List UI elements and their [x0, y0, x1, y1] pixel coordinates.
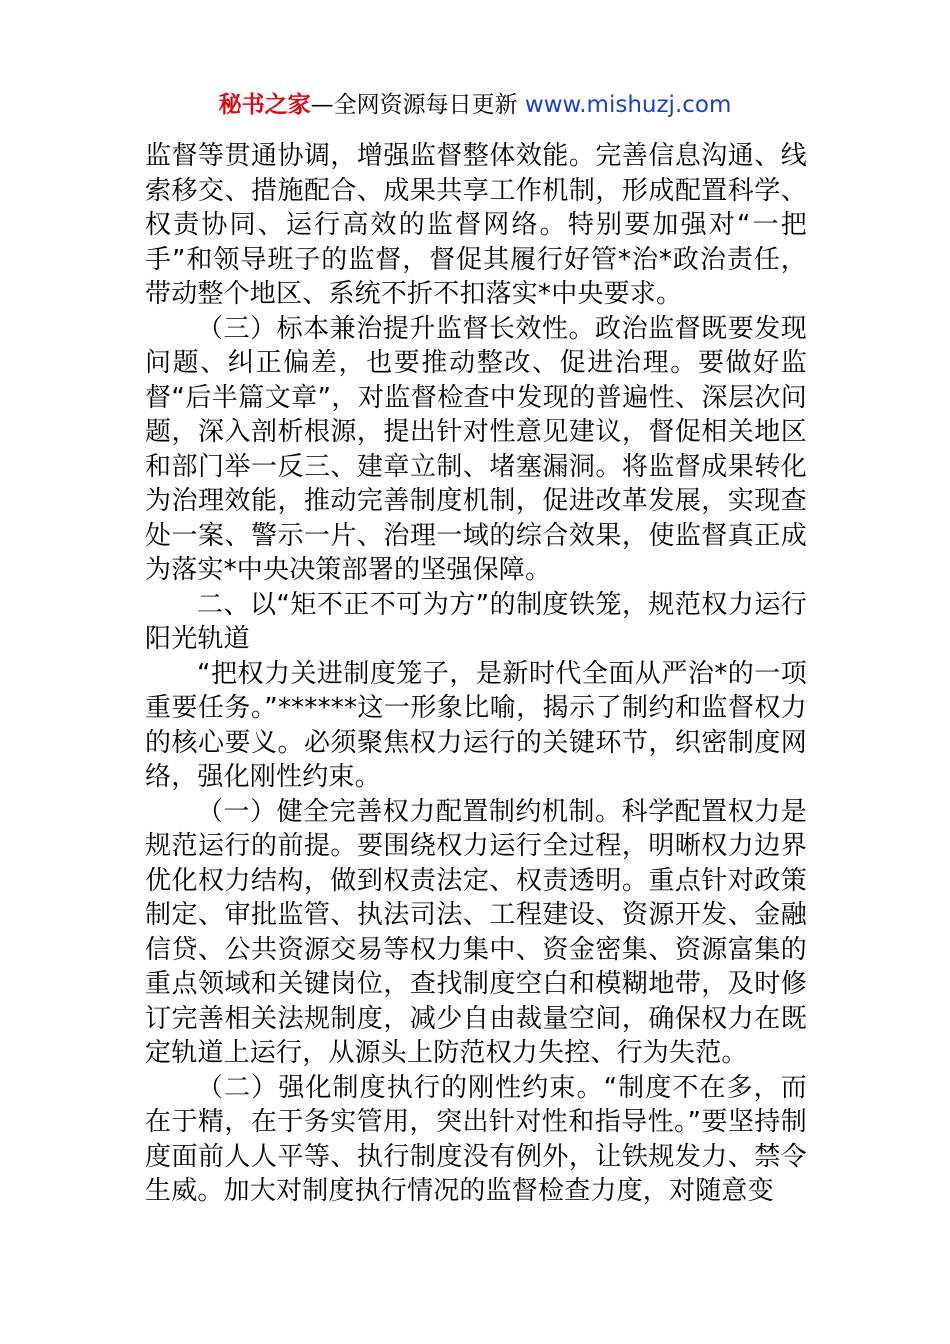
site-slogan: —全网资源每日更新	[310, 92, 518, 118]
site-header	[0, 88, 950, 122]
section-heading-two: 二、以“矩不正不可为方”的制度铁笼，规范权力运行阳光轨道	[145, 589, 807, 654]
site-url-link[interactable]: www.mishuzj.com	[524, 92, 732, 118]
paragraph-quote-intro: “把权力关进制度笼子，是新时代全面从严治*的一项重要任务。”******这一形象比喻，揭示了制约和监督权力的核心要义。必须聚焦权力运行的关键环节，织密制度网络，强化刚性约束。	[145, 658, 807, 792]
site-brand: 秘书之家	[218, 92, 311, 118]
paragraph-subsection-two: （二）强化制度执行的刚性约束。“制度不在多，而在于精，在于务实管用，突出针对性和指导性。”要坚持制度面前人人平等、执行制度没有例外，让铁规发力、禁令生威。加大对制度执行情况的监督检查力度，对随意变	[145, 1072, 807, 1206]
document-body	[145, 139, 807, 1209]
paragraph-subsection-one: （一）健全完善权力配置制约机制。科学配置权力是规范运行的前提。要围绕权力运行全过程，明晰权力边界优化权力结构，做到权责法定、权责透明。重点针对政策制定、审批监管、执法司法、工程建设、资源开发、金融信贷、公共资源交易等权力集中、资金密集、资源富集的重点领域和关键岗位，查找制度空白和模糊地带，及时修订完善相关法规制度，减少自由裁量空间，确保权力在既定轨道上运行，从源头上防范权力失控、行为失范。	[145, 796, 807, 1068]
paragraph-section-three: （三）标本兼治提升监督长效性。政治监督既要发现问题、纠正偏差，也要推动整改、促进治理。要做好监督“后半篇文章”，对监督检查中发现的普遍性、深层次问题，深入剖析根源，提出针对性意见建议，督促相关地区和部门举一反三、建章立制、堵塞漏洞。将监督成果转化为治理效能，推动完善制度机制，促进改革发展，实现查处一案、警示一片、治理一域的综合效果，使监督真正成为落实*中央决策部署的坚强保障。	[145, 313, 807, 585]
paragraph-continued: 监督等贯通协调，增强监督整体效能。完善信息沟通、线索移交、措施配合、成果共享工作机制，形成配置科学、权责协同、运行高效的监督网络。特别要加强对“一把手”和领导班子的监督，督促其履行好管*治*政治责任，带动整个地区、系统不折不扣落实*中央要求。	[145, 141, 807, 309]
